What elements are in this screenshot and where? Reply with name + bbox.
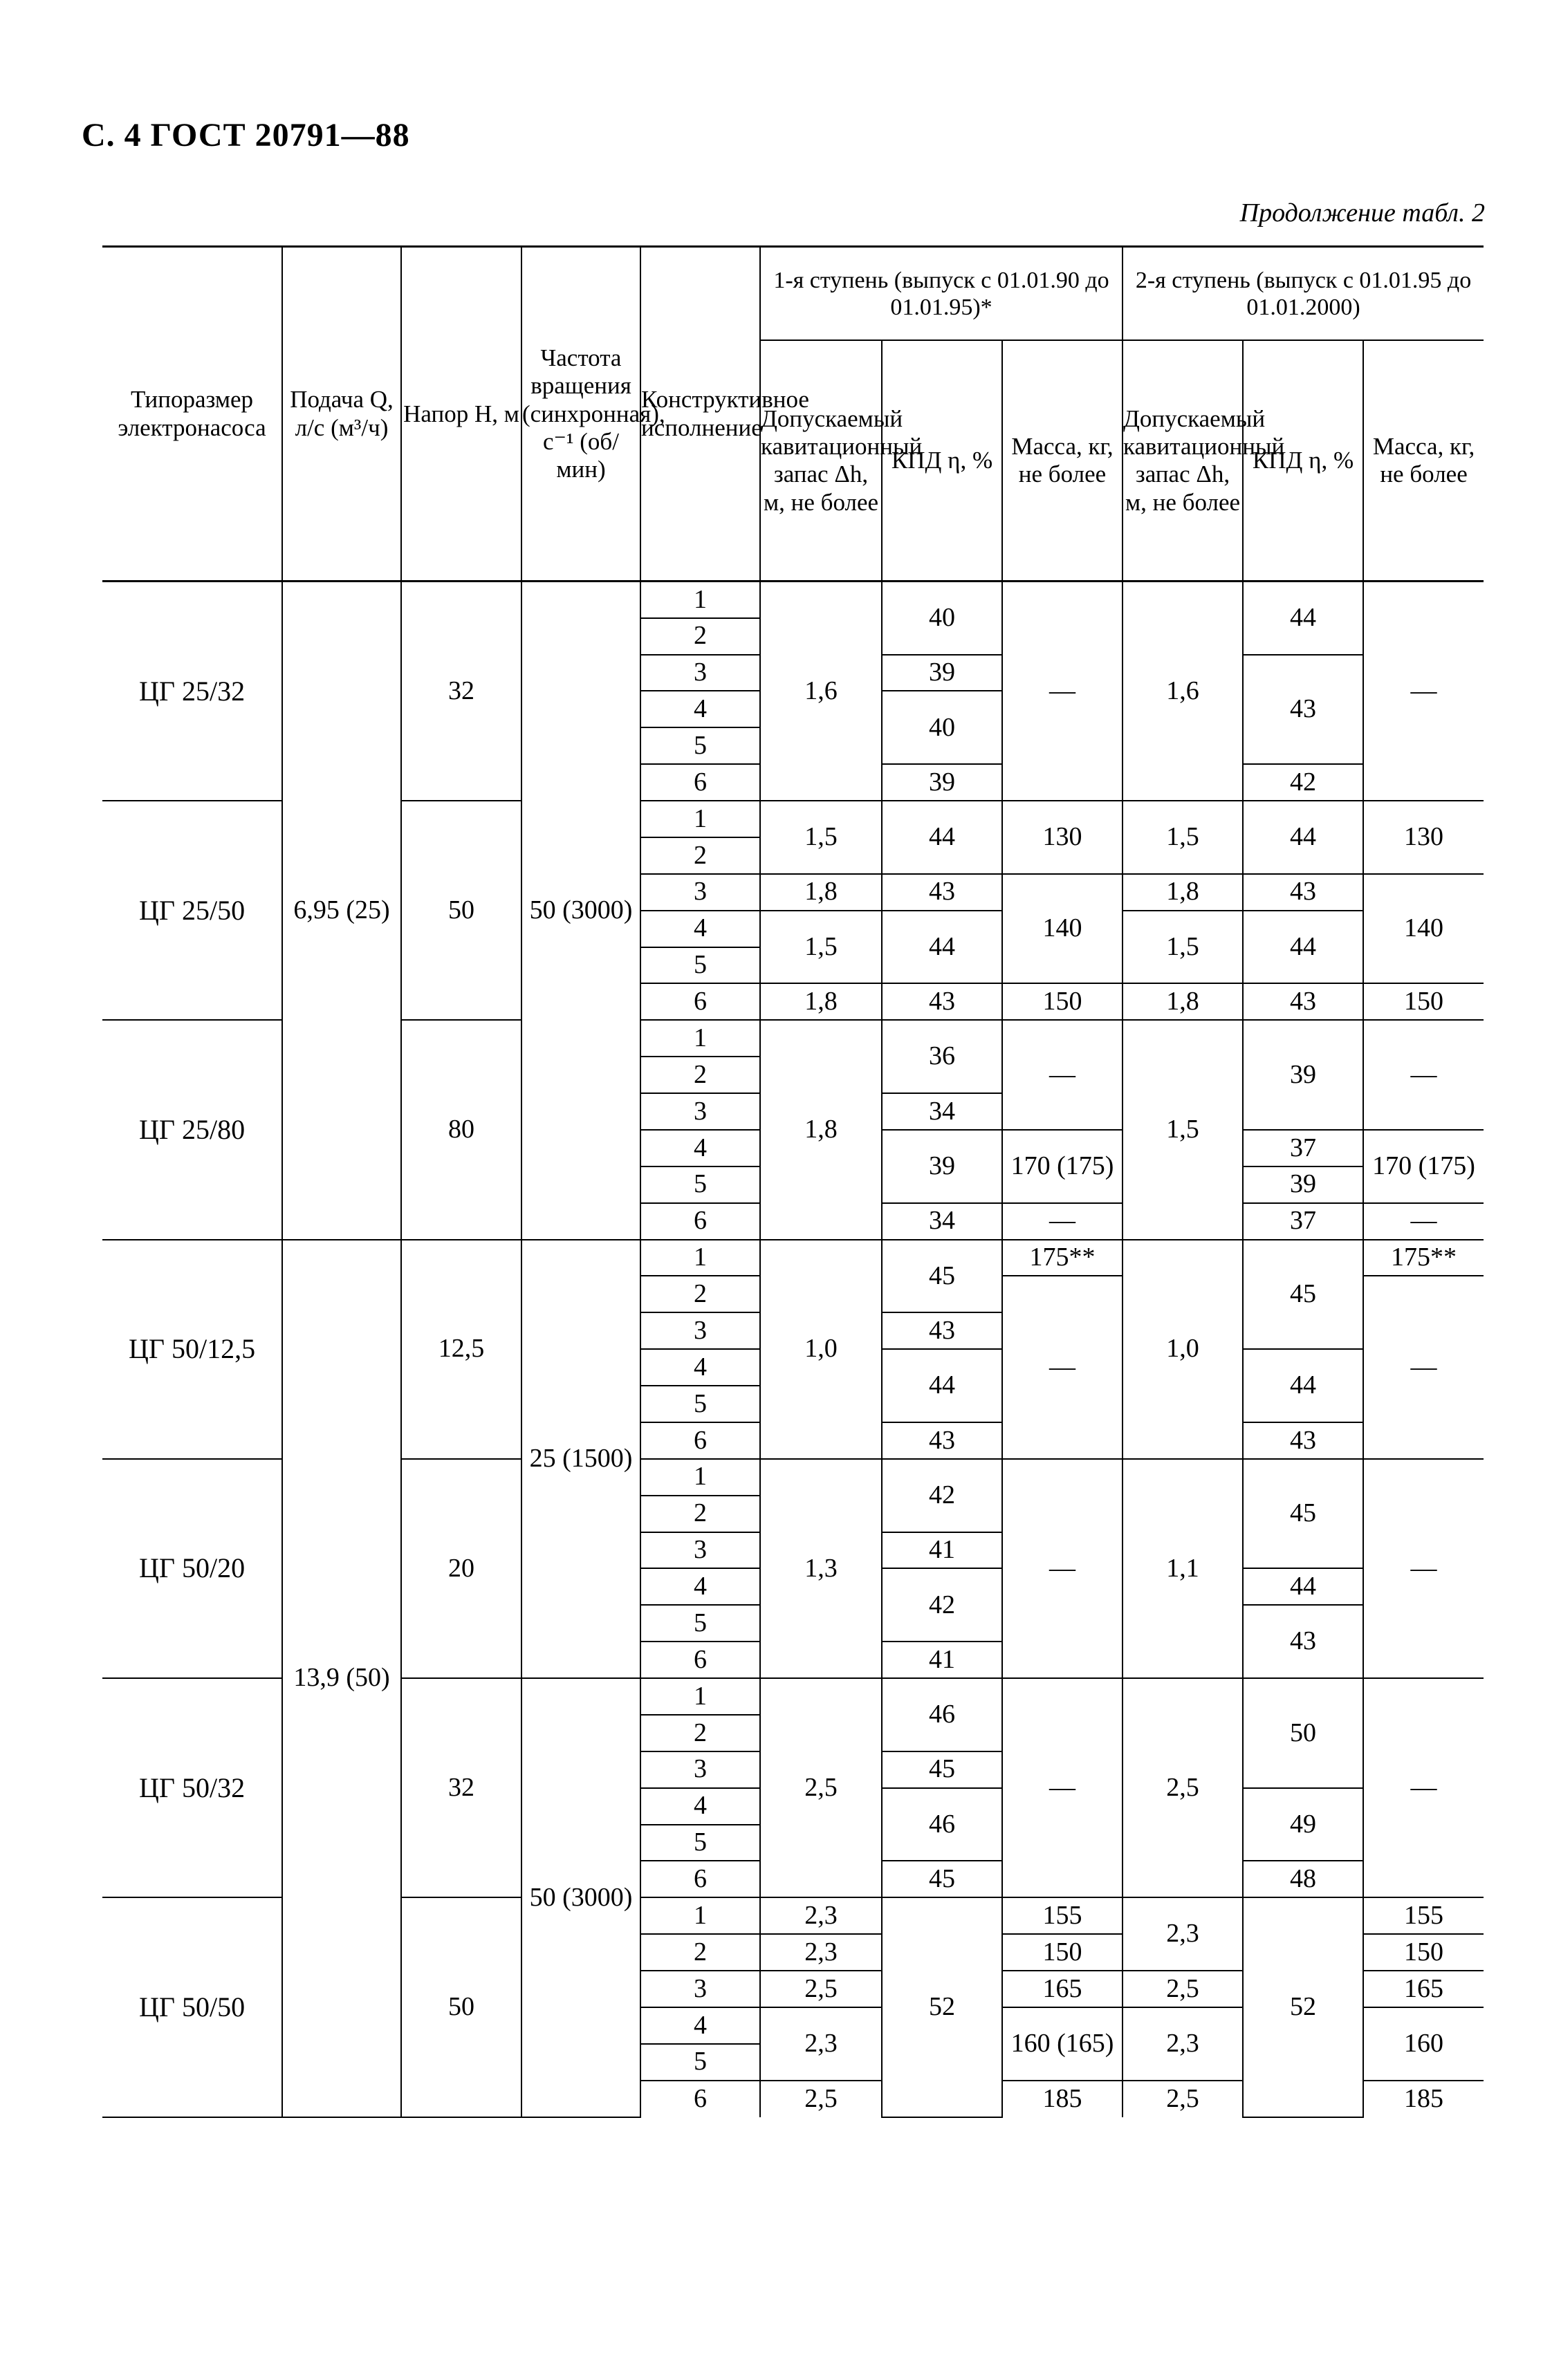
stage2-efficiency: 45 [1243, 1240, 1363, 1350]
stage1-efficiency: 45 [882, 1751, 1002, 1788]
stage2-mass: 185 [1363, 2081, 1484, 2117]
header-speed: Частота вращения (синхронная), с⁻¹ (об/мин) [521, 247, 640, 582]
design-number: 6 [640, 764, 760, 801]
type-name: ЦГ 25/80 [102, 1020, 282, 1239]
design-number: 3 [640, 874, 760, 911]
design-number: 3 [640, 1971, 760, 2007]
design-number: 1 [640, 1678, 760, 1715]
stage2-mass: — [1363, 582, 1484, 801]
head-value: 20 [401, 1459, 521, 1678]
stage1-npsh: 2,3 [760, 1934, 882, 1971]
type-name: ЦГ 50/20 [102, 1459, 282, 1678]
stage1-efficiency: 52 [882, 1897, 1002, 2117]
stage2-efficiency: 52 [1243, 1897, 1363, 2117]
stage2-efficiency: 44 [1243, 582, 1363, 655]
design-number: 3 [640, 1751, 760, 1788]
type-name: ЦГ 50/12,5 [102, 1240, 282, 1459]
type-name: ЦГ 25/50 [102, 801, 282, 1020]
stage1-efficiency: 43 [882, 983, 1002, 1020]
design-number: 2 [640, 1496, 760, 1532]
stage1-npsh: 1,5 [760, 911, 882, 984]
design-number: 1 [640, 582, 760, 618]
stage2-efficiency: 37 [1243, 1203, 1363, 1240]
stage1-npsh: 2,3 [760, 1897, 882, 1934]
design-number: 6 [640, 1422, 760, 1459]
stage2-mass: — [1363, 1678, 1484, 1897]
design-number: 6 [640, 2081, 760, 2117]
stage2-mass: 150 [1363, 983, 1484, 1020]
design-number: 4 [640, 1568, 760, 1605]
stage1-efficiency: 42 [882, 1568, 1002, 1642]
stage2-efficiency: 43 [1243, 655, 1363, 765]
stage1-efficiency: 45 [882, 1240, 1002, 1313]
stage2-efficiency: 45 [1243, 1459, 1363, 1569]
stage1-mass: 155 [1002, 1897, 1123, 1934]
design-number: 1 [640, 801, 760, 837]
design-number: 4 [640, 1788, 760, 1825]
stage1-mass: 185 [1002, 2081, 1123, 2117]
stage2-mass: 155 [1363, 1897, 1484, 1934]
design-number: 4 [640, 691, 760, 727]
stage2-npsh: 1,5 [1123, 801, 1243, 874]
stage2-npsh: 2,5 [1123, 2081, 1243, 2117]
stage2-mass: — [1363, 1020, 1484, 1130]
stage2-mass: 175** [1363, 1240, 1484, 1276]
design-number: 3 [640, 1312, 760, 1349]
stage1-efficiency: 46 [882, 1678, 1002, 1751]
design-number: 1 [640, 1020, 760, 1057]
stage2-npsh: 2,3 [1123, 2007, 1243, 2081]
stage1-mass: 175** [1002, 1240, 1123, 1276]
stage2-mass: 165 [1363, 1971, 1484, 2007]
stage1-efficiency: 43 [882, 874, 1002, 911]
stage2-efficiency: 43 [1243, 874, 1363, 911]
stage1-npsh: 1,6 [760, 582, 882, 801]
stage1-efficiency: 44 [882, 911, 1002, 984]
header-stage1-npsh: Допускаемый кавитационный запас Δh, м, не более [760, 340, 882, 582]
stage1-efficiency: 44 [882, 1349, 1002, 1422]
header-flow: Подача Q, л/с (м³/ч) [282, 247, 401, 582]
design-number: 4 [640, 1130, 760, 1166]
stage1-mass: 160 (165) [1002, 2007, 1123, 2081]
pump-spec-table [102, 245, 1484, 2118]
stage2-efficiency: 42 [1243, 764, 1363, 801]
stage1-efficiency: 40 [882, 582, 1002, 655]
header-stage2-mass: Масса, кг, не более [1363, 340, 1484, 582]
head-value: 50 [401, 1897, 521, 2117]
stage1-mass: — [1002, 1678, 1123, 1897]
design-number: 3 [640, 1093, 760, 1130]
header-design: Конструктивное исполнение [640, 247, 760, 582]
stage2-efficiency: 44 [1243, 1568, 1363, 1605]
header-type: Типоразмер электронасоса [102, 247, 282, 582]
stage1-mass: — [1002, 1203, 1123, 1240]
stage1-npsh: 2,3 [760, 2007, 882, 2081]
design-number: 1 [640, 1459, 760, 1496]
stage2-mass: 150 [1363, 1934, 1484, 1971]
design-number: 1 [640, 1897, 760, 1934]
stage1-efficiency: 45 [882, 1861, 1002, 1897]
design-number: 2 [640, 1934, 760, 1971]
design-number: 3 [640, 1532, 760, 1569]
design-number: 4 [640, 1349, 760, 1386]
head-value: 50 [401, 801, 521, 1020]
stage2-efficiency: 39 [1243, 1020, 1363, 1130]
stage1-npsh: 2,5 [760, 2081, 882, 2117]
stage1-npsh: 2,5 [760, 1971, 882, 2007]
stage2-efficiency: 44 [1243, 911, 1363, 984]
header-head: Напор H, м [401, 247, 521, 582]
stage2-npsh: 2,5 [1123, 1971, 1243, 2007]
stage2-npsh: 2,3 [1123, 1897, 1243, 1971]
stage1-npsh: 1,0 [760, 1240, 882, 1459]
header-stage2-npsh: Допускаемый кавитационный запас Δh, м, не более [1123, 340, 1243, 582]
stage1-mass: — [1002, 1459, 1123, 1678]
design-number: 5 [640, 727, 760, 764]
type-name: ЦГ 50/32 [102, 1678, 282, 1897]
stage1-mass: 130 [1002, 801, 1123, 874]
header-stage1-mass: Масса, кг, не более [1002, 340, 1123, 582]
design-number: 2 [640, 1057, 760, 1093]
stage2-efficiency: 44 [1243, 1349, 1363, 1422]
design-number: 5 [640, 1166, 760, 1203]
stage1-efficiency: 46 [882, 1788, 1002, 1861]
design-number: 4 [640, 2007, 760, 2044]
design-number: 4 [640, 911, 760, 947]
stage2-mass: 160 [1363, 2007, 1484, 2081]
design-number: 5 [640, 2044, 760, 2081]
stage1-mass: 165 [1002, 1971, 1123, 2007]
design-number: 6 [640, 1203, 760, 1240]
head-value: 80 [401, 1020, 521, 1239]
stage2-npsh: 1,6 [1123, 582, 1243, 801]
stage2-efficiency: 44 [1243, 801, 1363, 874]
stage1-efficiency: 40 [882, 691, 1002, 764]
header-stage2-eff: КПД η, % [1243, 340, 1363, 582]
stage1-mass: — [1002, 582, 1123, 801]
stage2-efficiency: 48 [1243, 1861, 1363, 1897]
stage2-npsh: 1,1 [1123, 1459, 1243, 1678]
design-number: 6 [640, 1861, 760, 1897]
head-value: 32 [401, 582, 521, 801]
design-number: 5 [640, 1386, 760, 1422]
stage1-efficiency: 34 [882, 1203, 1002, 1240]
stage2-mass: 130 [1363, 801, 1484, 874]
stage1-efficiency: 36 [882, 1020, 1002, 1093]
stage1-npsh: 2,5 [760, 1678, 882, 1897]
stage1-efficiency: 43 [882, 1312, 1002, 1349]
design-number: 2 [640, 618, 760, 655]
design-number: 1 [640, 1240, 760, 1276]
stage1-efficiency: 43 [882, 1422, 1002, 1459]
design-number: 6 [640, 1642, 760, 1678]
header-stage2: 2-я ступень (выпуск с 01.01.95 до 01.01.2000) [1123, 247, 1484, 341]
stage2-npsh: 1,8 [1123, 874, 1243, 911]
stage2-efficiency: 37 [1243, 1130, 1363, 1166]
stage1-mass: — [1002, 1276, 1123, 1458]
stage1-efficiency: 39 [882, 764, 1002, 801]
design-number: 5 [640, 947, 760, 984]
head-value: 12,5 [401, 1240, 521, 1459]
stage2-mass: — [1363, 1459, 1484, 1678]
design-number: 5 [640, 1825, 760, 1861]
stage2-npsh: 2,5 [1123, 1678, 1243, 1897]
table-caption: Продолжение табл. 2 [1239, 198, 1485, 227]
stage2-mass: 170 (175) [1363, 1130, 1484, 1203]
stage1-mass: 170 (175) [1002, 1130, 1123, 1203]
design-number: 5 [640, 1605, 760, 1642]
flow-value: 6,95 (25) [282, 582, 401, 1240]
stage2-efficiency: 43 [1243, 1605, 1363, 1678]
stage1-efficiency: 34 [882, 1093, 1002, 1130]
design-number: 3 [640, 655, 760, 691]
stage2-mass: 140 [1363, 874, 1484, 984]
stage2-efficiency: 43 [1243, 1422, 1363, 1459]
stage2-mass: — [1363, 1203, 1484, 1240]
stage2-npsh: 1,5 [1123, 1020, 1243, 1239]
design-number: 2 [640, 1276, 760, 1312]
speed-value: 50 (3000) [521, 1678, 640, 2117]
design-number: 2 [640, 1715, 760, 1751]
header-stage1: 1-я ступень (выпуск с 01.01.90 до 01.01.95)* [760, 247, 1123, 341]
stage2-npsh: 1,0 [1123, 1240, 1243, 1459]
design-number: 2 [640, 837, 760, 874]
speed-value: 25 (1500) [521, 1240, 640, 1679]
head-value: 32 [401, 1678, 521, 1897]
stage1-mass: — [1002, 1020, 1123, 1130]
stage1-npsh: 1,8 [760, 983, 882, 1020]
stage2-efficiency: 49 [1243, 1788, 1363, 1861]
design-number: 6 [640, 983, 760, 1020]
stage2-efficiency: 50 [1243, 1678, 1363, 1788]
stage1-efficiency: 41 [882, 1532, 1002, 1569]
stage1-mass: 140 [1002, 874, 1123, 984]
stage1-npsh: 1,3 [760, 1459, 882, 1678]
stage1-npsh: 1,5 [760, 801, 882, 874]
stage1-efficiency: 41 [882, 1642, 1002, 1678]
stage1-npsh: 1,8 [760, 1020, 882, 1239]
stage2-npsh: 1,5 [1123, 911, 1243, 984]
stage1-mass: 150 [1002, 1934, 1123, 1971]
flow-value: 13,9 (50) [282, 1240, 401, 2117]
page-header: С. 4 ГОСТ 20791—88 [82, 117, 410, 154]
speed-value: 50 (3000) [521, 582, 640, 1240]
stage1-mass: 150 [1002, 983, 1123, 1020]
stage1-npsh: 1,8 [760, 874, 882, 911]
stage2-mass: — [1363, 1276, 1484, 1458]
stage2-npsh: 1,8 [1123, 983, 1243, 1020]
stage2-efficiency: 39 [1243, 1166, 1363, 1203]
stage1-efficiency: 39 [882, 655, 1002, 691]
stage1-efficiency: 39 [882, 1130, 1002, 1203]
type-name: ЦГ 25/32 [102, 582, 282, 801]
stage2-efficiency: 43 [1243, 983, 1363, 1020]
stage1-efficiency: 42 [882, 1459, 1002, 1532]
header-stage1-eff: КПД η, % [882, 340, 1002, 582]
stage1-efficiency: 44 [882, 801, 1002, 874]
type-name: ЦГ 50/50 [102, 1897, 282, 2117]
